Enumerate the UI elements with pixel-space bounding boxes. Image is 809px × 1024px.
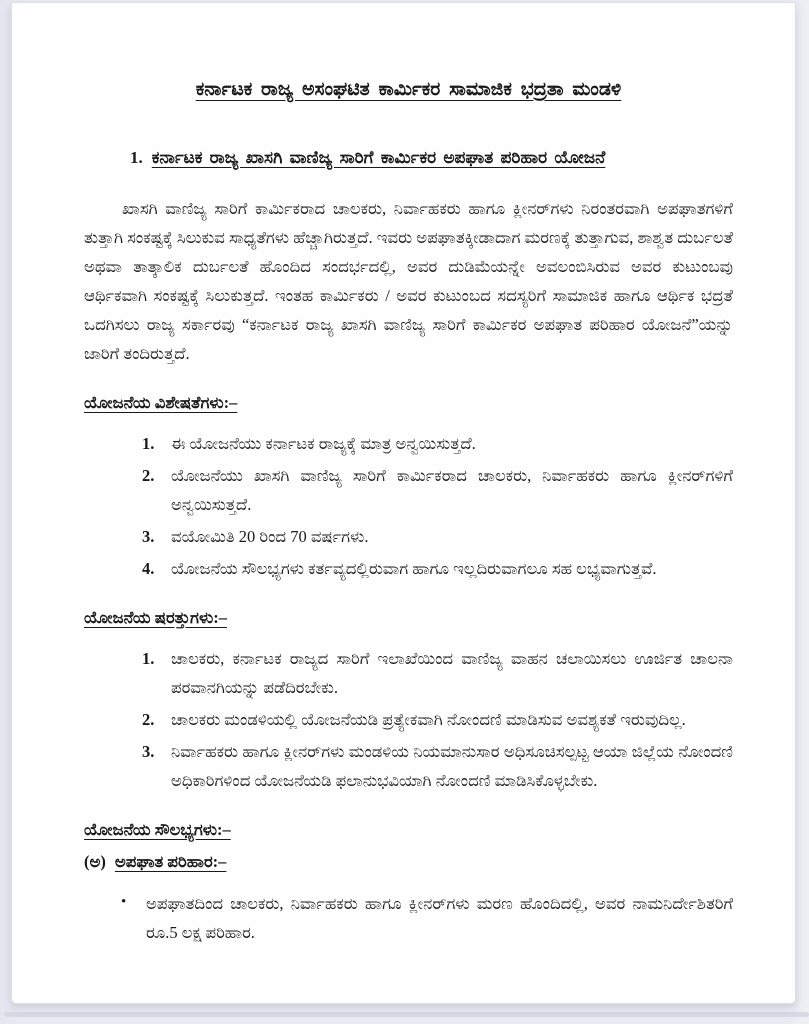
- bullet-icon: •: [121, 894, 127, 910]
- list-item-text: ವಯೋಮಿತಿ 20 ರಿಂದ 70 ವರ್ಷಗಳು.: [171, 527, 369, 546]
- list-item-number: 3.: [142, 527, 155, 546]
- features-section-heading: [84, 389, 733, 417]
- list-item-text: ಚಾಲಕರು ಮಂಡಳಿಯಲ್ಲಿ ಯೋಜನೆಯಡಿ ಪ್ರತ್ಯೇಕವಾಗಿ ನೋಂದಣಿ ಮಾಡಿಸುವ ಅವಶ್ಯಕತೆ ಇರುವುದಿಲ್ಲ.: [171, 710, 686, 729]
- table-edge-strip: [4, 1012, 809, 1017]
- conditions-heading-text: ಯೋಜನೆಯ ಷರತ್ತುಗಳು:–: [84, 608, 227, 627]
- list-item-text: ಯೋಜನೆಯ ಸೌಲಭ್ಯಗಳು ಕರ್ತವ್ಯದಲ್ಲಿರುವಾಗ ಹಾಗೂ ಇಲ್ಲದಿರುವಾಗಲೂ ಸಹ ಲಭ್ಯವಾಗುತ್ತವೆ.: [171, 559, 657, 578]
- benefits-heading-text: ಯೋಜನೆಯ ಸೌಲಭ್ಯಗಳು:–: [84, 820, 231, 839]
- list-item-number: 3.: [142, 742, 155, 761]
- list-item: [84, 461, 733, 519]
- list-item: [84, 522, 733, 551]
- list-item-text: ಅಪಘಾತದಿಂದ ಚಾಲಕರು, ನಿರ್ವಾಹಕರು ಹಾಗೂ ಕ್ಲೀನರ್‌ಗಳು ಮರಣ ಹೊಂದಿದಲ್ಲಿ, ಅವರ ನಾಮನಿರ್ದೇಶಿತರಿಗೆ ರೂ.5 ಲಕ್ಷ ಪರಿಹಾರ.: [146, 894, 733, 942]
- document-title: ಕರ್ನಾಟಕ ರಾಜ್ಯ ಅಸಂಘಟಿತ ಕಾರ್ಮಿಕರ ಸಾಮಾಜಿಕ ಭದ್ರತಾ ಮಂಡಳಿ: [195, 79, 622, 100]
- document-page: [11, 2, 796, 1004]
- subsection-label: (ಅ): [84, 852, 106, 871]
- benefits-subsection-heading: [84, 848, 733, 876]
- list-item-text: ಚಾಲಕರು, ಕರ್ನಾಟಕ ರಾಜ್ಯದ ಸಾರಿಗೆ ಇಲಾಖೆಯಿಂದ ವಾಣಿಜ್ಯ ವಾಹನ ಚಲಾಯಿಸಲು ಊರ್ಜಿತ ಚಾಲನಾ ಪರವಾನಗಿಯನ್ನು ಪಡೆದಿರಬೇಕು.: [171, 649, 733, 697]
- features-list: [84, 429, 733, 583]
- intro-paragraph: ಖಾಸಗಿ ವಾಣಿಜ್ಯ ಸಾರಿಗೆ ಕಾರ್ಮಿಕರಾದ ಚಾಲಕರು, ನಿರ್ವಾಹಕರು ಹಾಗೂ ಕ್ಲೀನರ್‌ಗಳು ನಿರಂತರವಾಗಿ ಅಪಘಾತಗಳಿಗೆ ತುತ್ತಾಗಿ ಸಂಕಷ್ಟಕ್ಕೆ ಸಿಲುಕುವ ಸಾಧ್ಯತೆಗಳು ಹೆಚ್ಚಾಗಿರುತ್ತದೆ. ಇವರು ಅಪಘಾತಕ್ಕೀಡಾದಾಗ ಮರಣಕ್ಕೆ ತುತ್ತಾಗುವ, ಶಾಶ್ವತ ದುರ್ಬಲತೆ ಅಥವಾ ತಾತ್ಕಾಲಿಕ ದುರ್ಬಲತೆ ಹೊಂದಿದ ಸಂದರ್ಭದಲ್ಲಿ, ಅವರ ದುಡಿಮೆಯನ್ನೇ ಅವಲಂಬಿಸಿರುವ ಅವರ ಕುಟುಂಬವು ಆರ್ಥಿಕವಾಗಿ ಸಂಕಷ್ಟಕ್ಕೆ ಸಿಲುಕುತ್ತದೆ. ಇಂತಹ ಕಾರ್ಮಿಕರು / ಅವರ ಕುಟುಂಬದ ಸದಸ್ಯರಿಗೆ ಸಾಮಾಜಿಕ ಹಾಗೂ ಆರ್ಥಿಕ ಭದ್ರತೆ ಒದಗಿಸಲು ರಾಜ್ಯ ಸರ್ಕಾರವು “ಕರ್ನಾಟಕ ರಾಜ್ಯ ಖಾಸಗಿ ವಾಣಿಜ್ಯ ಸಾರಿಗೆ ಕಾರ್ಮಿಕರ ಅಪಘಾತ ಪರಿಹಾರ ಯೋಜನೆ”ಯನ್ನು ಜಾರಿಗೆ ತಂದಿರುತ್ತದೆ.: [84, 199, 733, 363]
- conditions-list: [84, 644, 733, 795]
- list-item-text: ನಿರ್ವಾಹಕರು ಹಾಗೂ ಕ್ಲೀನರ್‌ಗಳು ಮಂಡಳಿಯ ನಿಯಮಾನುಸಾರ ಅಧಿಸೂಚಿಸಲ್ಪಟ್ಟ ಆಯಾ ಜಿಲ್ಲೆಯ ನೋಂದಣಿ ಅಧಿಕಾರಿಗಳಿಂದ ಯೋಜನೆಯಡಿ ಫಲಾನುಭವಿಯಾಗಿ ನೋಂದಣಿ ಮಾಡಿಸಿಕೊಳ್ಳಬೇಕು.: [171, 742, 733, 790]
- list-item-number: 2.: [142, 466, 155, 485]
- list-item: [84, 737, 733, 795]
- list-item: [84, 554, 733, 583]
- list-item-number: 1.: [142, 434, 155, 453]
- list-item-number: 2.: [142, 710, 155, 729]
- features-heading-text: ಯೋಜನೆಯ ವಿಶೇಷತೆಗಳು:–: [84, 393, 238, 412]
- list-item-text: ಯೋಜನೆಯು ಖಾಸಗಿ ವಾಣಿಜ್ಯ ಸಾರಿಗೆ ಕಾರ್ಮಿಕರಾದ ಚಾಲಕರು, ನಿರ್ವಾಹಕರು ಹಾಗೂ ಕ್ಲೀನರ್‌ಗಳಿಗೆ ಅನ್ವಯಿಸುತ್ತದೆ.: [171, 466, 733, 514]
- conditions-section-heading: [84, 604, 733, 632]
- scheme-heading-title: ಕರ್ನಾಟಕ ರಾಜ್ಯ ಖಾಸಗಿ ವಾಣಿಜ್ಯ ಸಾರಿಗೆ ಕಾರ್ಮಿಕರ ಅಪಘಾತ ಪರಿಹಾರ ಯೋಜನೆ: [151, 148, 606, 167]
- list-item-text: ಈ ಯೋಜನೆಯು ಕರ್ನಾಟಕ ರಾಜ್ಯಕ್ಕೆ ಮಾತ್ರ ಅನ್ವಯಿಸುತ್ತದೆ.: [171, 434, 476, 453]
- list-item: [84, 705, 733, 734]
- scheme-heading-number: 1.: [130, 148, 143, 167]
- list-item: [84, 429, 733, 458]
- list-item: [84, 889, 733, 947]
- benefits-bullet-list: [84, 889, 733, 947]
- list-item-number: 1.: [142, 649, 155, 668]
- scheme-heading: [84, 143, 733, 173]
- benefits-section-heading: [84, 816, 733, 844]
- list-item-number: 4.: [142, 559, 155, 578]
- list-item: [84, 644, 733, 702]
- subsection-title: ಅಪಘಾತ ಪರಿಹಾರ:–: [114, 852, 227, 871]
